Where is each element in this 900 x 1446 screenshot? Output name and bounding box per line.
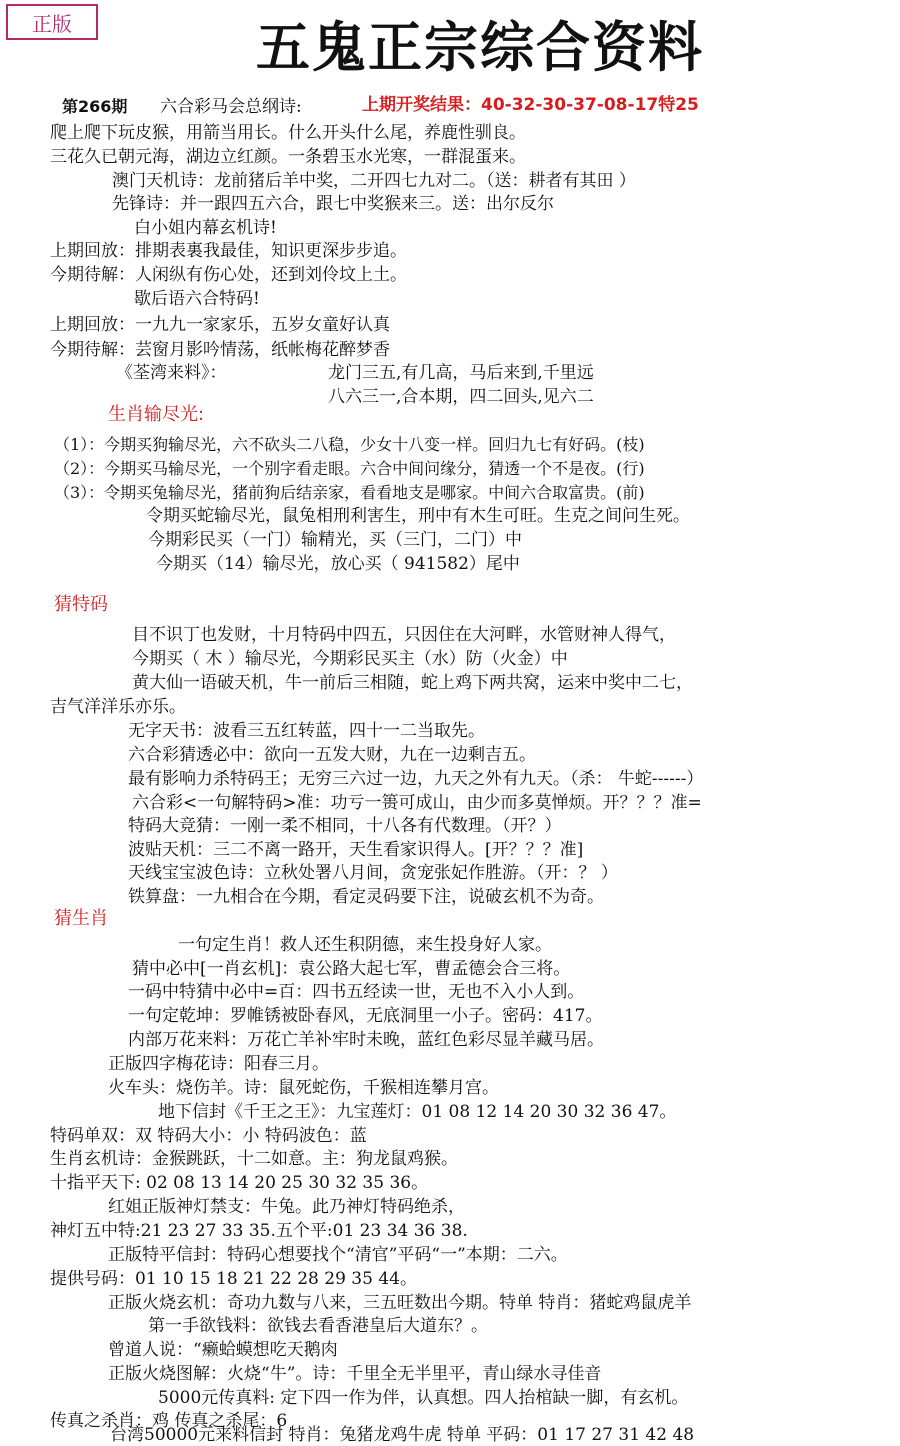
text-line: 一句定乾坤：罗帷锈被卧春风，无底洞里一小子。密码：417。: [128, 1006, 603, 1026]
text-line: 正版四字梅花诗：阳春三月。: [108, 1054, 329, 1074]
text-line: 目不识丁也发财，十月特码中四五，只因住在大河畔，水管财神人得气，: [132, 625, 676, 645]
text-line: 正版特平信封：特码心想要找个“清官”平码“一”本期：二六。: [108, 1245, 568, 1265]
text-line: 令期买蛇输尽光，鼠兔相刑利害生，刑中有木生可旺。生克之间问生死。: [146, 506, 690, 526]
text-line: 内部万花来料：万花亡羊补牢时未晚，蓝红色彩尽显羊藏马居。: [128, 1030, 604, 1050]
poem-label: 六合彩马会总纲诗:: [160, 97, 302, 117]
text-line: 生肖玄机诗：金猴跳跃，十二如意。主：狗龙鼠鸡猴。: [50, 1149, 458, 1169]
text-line: 曾道人说：“癞蛤蟆想吃天鹅肉: [108, 1340, 338, 1360]
text-line: 特码大竞猜：一刚一柔不相同，十八各有代数理。（开？）: [128, 816, 562, 836]
text-line: 《荃湾来料》：: [116, 363, 227, 383]
section-heading: 生肖输尽光:: [108, 404, 205, 425]
text-line: 上期回放：排期表裏我最佳，知识更深步步追。: [50, 241, 407, 261]
last-draw-result: 上期开奖结果：40-32-30-37-08-17特25: [362, 95, 699, 115]
section-heading: 猜特码: [54, 594, 108, 615]
text-line: 白小姐内幕玄机诗!: [134, 218, 277, 238]
text-line: 吉气洋洋乐亦乐。: [50, 697, 186, 717]
text-line: （1）：今期买狗输尽光，六不砍头二八稳，少女十八变一样。回归九七有好码。(枝): [54, 435, 645, 454]
text-line: （2）：今期买马输尽光，一个别字看走眼。六合中间问缘分，猜透一个不是夜。(行): [54, 459, 645, 478]
text-line: 今期买（14）输尽光，放心买（ 941582）尾中: [156, 554, 520, 574]
text-line: 上期回放：一九九一家家乐，五岁女童好认真: [50, 315, 390, 335]
section-heading: 猜生肖: [54, 908, 108, 929]
text-line: 今期彩民买（一门）输精光，买（三门，二门）中: [148, 530, 522, 550]
text-line: 龙门三五,有几高，马后来到,千里远: [328, 363, 594, 383]
text-line: 波贴天机：三二不离一路开，天生看家识得人。[开？？？准]: [128, 840, 584, 860]
text-line: 八六三一,合本期，四二回头,见六二: [328, 387, 594, 407]
text-line: 台湾50000元来料信封 特肖：兔猪龙鸡牛虎 特单 平码：01 17 27 31 42 48: [110, 1425, 695, 1445]
text-line: 第一手欲钱料：欲钱去看香港皇后大道东？。: [148, 1316, 488, 1336]
authentic-stamp: 正版: [6, 4, 98, 40]
text-line: 无字天书：波看三五红转蓝，四十一二当取先。: [128, 721, 485, 741]
text-line: 火车头：烧伤羊。诗：鼠死蛇伤，千猴相连攀月宫。: [108, 1078, 499, 1098]
text-line: 神灯五中特:21 23 27 33 35.五个平:01 23 34 36 38.: [50, 1221, 468, 1241]
text-line: 黄大仙一语破天机，牛一前后三相随，蛇上鸡下两共窝，运来中奖中二七，: [132, 673, 693, 693]
text-line: 歇后语六合特码!: [134, 289, 260, 309]
text-line: 六合彩<一句解特码>准：功亏一篑可成山，由少而多莫惮烦。开？？？准=: [132, 793, 702, 813]
issue-number: 第266期: [62, 97, 128, 116]
text-line: 铁算盘：一九相合在今期，看定灵码要下注，说破玄机不为奇。: [128, 887, 604, 907]
text-line: 十指平天下: 02 08 13 14 20 25 30 32 35 36。: [50, 1173, 429, 1193]
text-line: 红姐正版神灯禁支：牛兔。此乃神灯特码绝杀，: [108, 1197, 465, 1217]
text-line: 一句定生肖！救人还生积阴德，来生投身好人家。: [178, 935, 552, 955]
page-title: 五鬼正宗综合资料: [256, 16, 704, 79]
text-line: 特码单双：双 特码大小：小 特码波色：蓝: [50, 1126, 367, 1146]
text-line: 三花久已朝元海，湖边立红颜。一条碧玉水光寒，一群混蛋来。: [50, 147, 526, 167]
text-line: 今期待解：芸窗月影吟情荡，纸帐梅花醉梦香: [50, 340, 390, 360]
text-line: 爬上爬下玩皮猴，用箭当用长。什么开头什么尾，养鹿性驯良。: [50, 123, 526, 143]
text-line: 正版火烧图解：火烧“牛”。诗：千里全无半里平，青山绿水寻佳音: [108, 1364, 602, 1384]
text-line: 5000元传真料: 定下四一作为伴，认真想。四人抬棺缺一脚，有玄机。: [158, 1388, 689, 1408]
text-line: 最有影响力杀特码王；无穷三六过一边，九天之外有九天。（杀： 牛蛇------）: [128, 769, 704, 789]
text-line: （3）：令期买兔输尽光，猪前狗后结亲家，看看地支是哪家。中间六合取富贵。(前): [54, 483, 645, 502]
text-line: 今期待解：人闲纵有伤心处，还到刘伶坟上土。: [50, 265, 407, 285]
text-line: 六合彩猜透必中：欲向一五发大财，九在一边剩吉五。: [128, 745, 536, 765]
text-line: 天线宝宝波色诗：立秋处署八月间，贪宠张妃作胜游。（开：？ ）: [128, 863, 618, 883]
text-line: 提供号码：01 10 15 18 21 22 28 29 35 44。: [50, 1269, 417, 1289]
text-line: 正版火烧玄机：奇功九数与八来，三五旺数出今期。特单 特肖：猪蛇鸡鼠虎羊: [108, 1293, 692, 1313]
text-line: 地下信封《千王之王》：九宝莲灯：01 08 12 14 20 30 32 36 47。: [158, 1102, 677, 1122]
text-line: 澳门天机诗：龙前猪后羊中奖，二开四七九对二。（送：耕者有其田 ）: [112, 171, 636, 191]
text-line: 传真之杀肖：鸡 传真之杀尾：6: [50, 1411, 288, 1431]
text-line: 今期买（ 木 ）输尽光，今期彩民买主（水）防（火金）中: [132, 649, 568, 669]
text-line: 先锋诗：并一跟四五六合，跟七中奖猴来三。送：出尔反尔: [112, 194, 554, 214]
text-line: 一码中特猜中必中=百：四书五经读一世，无也不入小人到。: [128, 982, 585, 1002]
text-line: 猜中必中[一肖玄机]：袁公路大起七军，曹孟德会合三将。: [132, 959, 571, 979]
